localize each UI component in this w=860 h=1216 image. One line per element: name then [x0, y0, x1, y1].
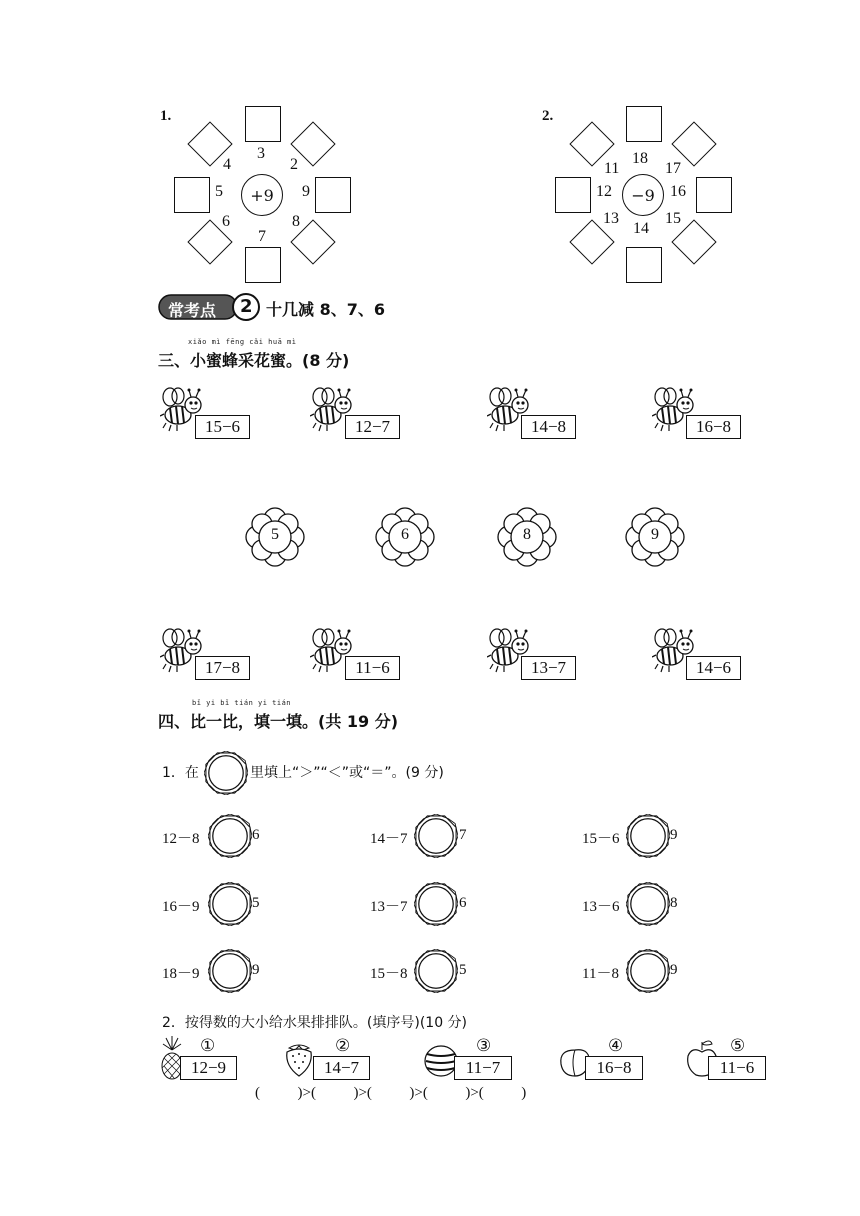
flower-number: 5	[271, 526, 279, 543]
bee-expression: 14−8	[521, 415, 576, 439]
fruit-expression: 11−7	[454, 1056, 512, 1080]
bee-expression: 11−6	[345, 656, 400, 680]
badge-number: 2	[240, 296, 253, 317]
compare-right: 9	[670, 962, 678, 978]
compare-right: 8	[670, 895, 678, 911]
wheel-number: 17	[665, 160, 681, 177]
fruit-number: ④	[608, 1036, 624, 1055]
fruit-expression: 12−9	[180, 1056, 237, 1080]
compare-right: 5	[252, 895, 260, 911]
flower-icon	[625, 507, 685, 567]
q2-instruction: 2．按得数的大小给水果排排队。(填序号)(10 分)	[162, 1015, 468, 1031]
wheel-number: 11	[604, 160, 620, 177]
wheel-number: 14	[633, 220, 649, 237]
compare-circle[interactable]	[414, 814, 458, 858]
compare-circle[interactable]	[414, 882, 458, 926]
wheel-number: 12	[596, 183, 612, 200]
fruit-number: ③	[476, 1036, 492, 1055]
wheel-number: 4	[223, 156, 231, 173]
compare-left: 13－6	[582, 899, 620, 915]
compare-circle[interactable]	[208, 814, 252, 858]
q1-instruction: 里填上“＞”“＜”或“＝”。(9 分)	[250, 765, 444, 781]
wheel-number: 6	[222, 213, 230, 230]
section-title: 四、比一比，填一填。(共 19 分)	[158, 712, 399, 731]
compare-circle[interactable]	[414, 949, 458, 993]
compare-left: 11－8	[582, 966, 619, 982]
compare-left: 12－8	[162, 831, 200, 847]
pinyin-annotation: bǐ yi bǐ tián yi tián	[192, 699, 292, 707]
pinyin-annotation: xiǎo mì fēng cǎi huā mì	[188, 338, 297, 346]
answer-box[interactable]	[245, 106, 281, 142]
question-number: 1.	[160, 108, 172, 124]
fruit-expression: 11−6	[708, 1056, 766, 1080]
bee-expression: 17−8	[195, 656, 250, 680]
wheel-number: 16	[670, 183, 686, 200]
fruit-expression: 14−7	[313, 1056, 370, 1080]
compare-right: 9	[670, 827, 678, 843]
flower-number: 6	[401, 526, 409, 543]
bee-expression: 13−7	[521, 656, 576, 680]
bee-expression: 15−6	[195, 415, 250, 439]
compare-right: 5	[459, 962, 467, 978]
compare-left: 13－7	[370, 899, 408, 915]
ordering-answer-line[interactable]: ( )>( )>( )>( )>( )	[255, 1085, 527, 1101]
compare-left: 15－6	[582, 831, 620, 847]
compare-left: 16－9	[162, 899, 200, 915]
compare-right: 6	[252, 827, 260, 843]
compare-circle[interactable]	[626, 882, 670, 926]
flower-number: 9	[651, 526, 659, 543]
fruit-number: ⑤	[730, 1036, 746, 1055]
flower-icon	[497, 507, 557, 567]
fruit-number: ②	[335, 1036, 351, 1055]
compare-circle[interactable]	[208, 949, 252, 993]
wheel-number: 9	[302, 183, 310, 200]
compare-right: 9	[252, 962, 260, 978]
wheel-number: 15	[665, 210, 681, 227]
compare-right: 7	[459, 827, 467, 843]
wheel-number: 3	[257, 145, 265, 162]
bee-expression: 16−8	[686, 415, 741, 439]
bee-expression: 12−7	[345, 415, 400, 439]
fruit-expression: 16−8	[585, 1056, 643, 1080]
answer-box[interactable]	[174, 177, 210, 213]
wheel-number: 13	[603, 210, 619, 227]
answer-box[interactable]	[696, 177, 732, 213]
answer-box[interactable]	[626, 106, 662, 142]
answer-box[interactable]	[626, 247, 662, 283]
compare-right: 6	[459, 895, 467, 911]
strawberry-icon	[283, 1040, 315, 1078]
q1-prefix: 1．在	[162, 765, 199, 781]
badge-text: 常考点	[168, 301, 217, 320]
operator-circle: −9	[622, 174, 664, 216]
wheel-number: 2	[290, 156, 298, 173]
wheel-number: 18	[632, 150, 648, 167]
operator-circle: +9	[241, 174, 283, 216]
answer-box[interactable]	[315, 177, 351, 213]
wheel-number: 8	[292, 213, 300, 230]
topic-title: 十几减 8、7、6	[266, 300, 385, 319]
flower-number: 8	[523, 526, 531, 543]
section-title: 三、小蜜蜂采花蜜。(8 分)	[158, 351, 350, 370]
compare-circle[interactable]	[626, 949, 670, 993]
key-point-badge	[158, 292, 263, 322]
flower-icon	[245, 507, 305, 567]
answer-box[interactable]	[245, 247, 281, 283]
compare-left: 15－8	[370, 966, 408, 982]
answer-box[interactable]	[555, 177, 591, 213]
compare-left: 18－9	[162, 966, 200, 982]
flower-icon	[375, 507, 435, 567]
compare-circle[interactable]	[208, 882, 252, 926]
question-number: 2.	[542, 108, 554, 124]
fruit-number: ①	[200, 1036, 216, 1055]
compare-left: 14－7	[370, 831, 408, 847]
compare-circle-icon	[204, 751, 248, 795]
wheel-number: 7	[258, 228, 266, 245]
wheel-number: 5	[215, 183, 223, 200]
compare-circle[interactable]	[626, 814, 670, 858]
bee-expression: 14−6	[686, 656, 741, 680]
